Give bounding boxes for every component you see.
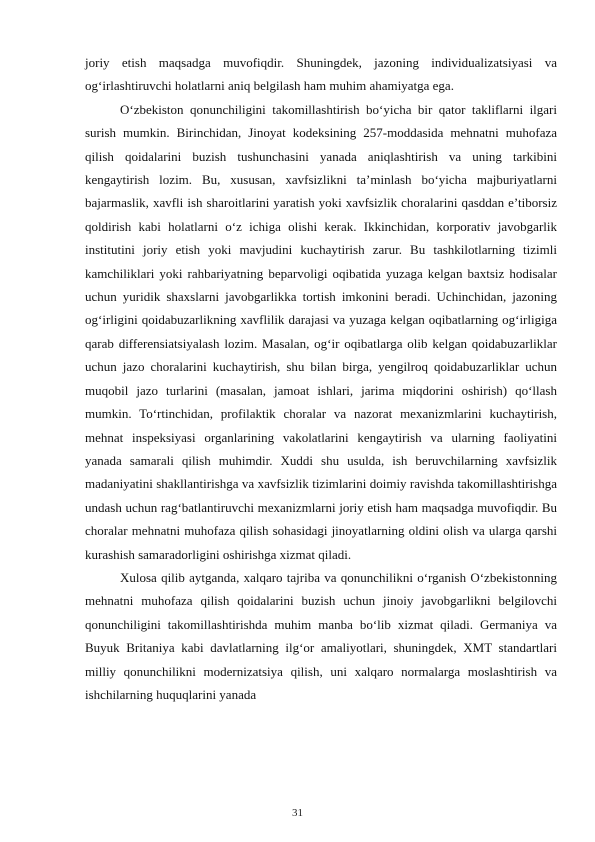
document-body	[85, 51, 557, 706]
paragraph-continuation: joriy etish maqsadga muvofiqdir. Shuningdek, jazoning individualizatsiyasi va og‘irlashtiruvchi holatlarni aniq belgilash ham muhim ahamiyatga ega.	[85, 55, 557, 94]
page-number: 31	[292, 807, 303, 819]
paragraph-proposals: O‘zbekiston qonunchiligini takomillashtirish bo‘yicha bir qator takliflarni ilgari surish mumkin. Birinchidan, Jinoyat kodeksining 257-moddasida mehnatni muhofaza qilish qoidalarini buzish tushunchasini yanada aniqlashtirish va uning tarkibini kengaytirish lozim. Bu, xususan, xavfsizlikni ta’minlash bo‘yicha majburiyatlarni bajarmaslik, xavfli ish sharoitlarini yaratish yoki xavfsizlik choralarini qasddan e’tiborsiz qoldirish kabi holatlarni o‘z ichiga olishi kerak. Ikkinchidan, korporativ javobgarlik institutini joriy etish yoki mavjudini kuchaytirish zarur. Bu tashkilotlarning tizimli kamchiliklari yoki rahbariyatning beparvoligi oqibatida yuzaga kelgan baxtsiz hodisalar uchun yuridik shaxslarni javobgarlikka tortish imkonini beradi. Uchinchidan, jazoning og‘irligini qoidabuzarlikning xavflilik darajasi va yuzaga kelgan oqibatlarning og‘irligiga qarab differensiatsiyalash lozim. Masalan, og‘ir oqibatlarga olib kelgan qoidabuzarliklar uchun jazo choralarini kuchaytirish, shu bilan birga, yengilroq qoidabuzarliklar uchun muqobil jazo turlarini (masalan, jamoat ishlari, jarima miqdorini oshirish) qo‘llash mumkin. To‘rtinchidan, profilaktik choralar va nazorat mexanizmlarini kuchaytirish, mehnat inspeksiyasi organlarining vakolatlarini kengaytirish va ularning faoliyatini yanada samarali qilish muhimdir. Xuddi shu usulda, ish beruvchilarning xavfsizlik madaniyatini shakllantirishga va xavfsizlik tizimlarini doimiy ravishda takomillashtirishga undash uchun rag‘batlantiruvchi mexanizmlarni joriy etish ham maqsadga muvofiqdir. Bu choralar mehnatni muhofaza qilish sohasidagi jinoyatlarning oldini olish va ularga qarshi kurashish samaradorligini oshirishga xizmat qiladi.	[85, 101, 557, 562]
paragraph-conclusion: Xulosa qilib aytganda, xalqaro tajriba va qonunchilikni o‘rganish O‘zbekistonning mehnatni muhofaza qilish qoidalarini buzish uchun jinoiy javobgarlikni belgilovchi qonunchiligini takomillashtirishda muhim manba bo‘lib xizmat qiladi. Germaniya va Buyuk Britaniya kabi davlatlarning ilg‘or amaliyotlari, shuningdek, XMT standartlari milliy qonunchilikni modernizatsiya qilish, uni xalqaro normalarga moslashtirish va ishchilarning huquqlarini yanada	[85, 569, 557, 702]
